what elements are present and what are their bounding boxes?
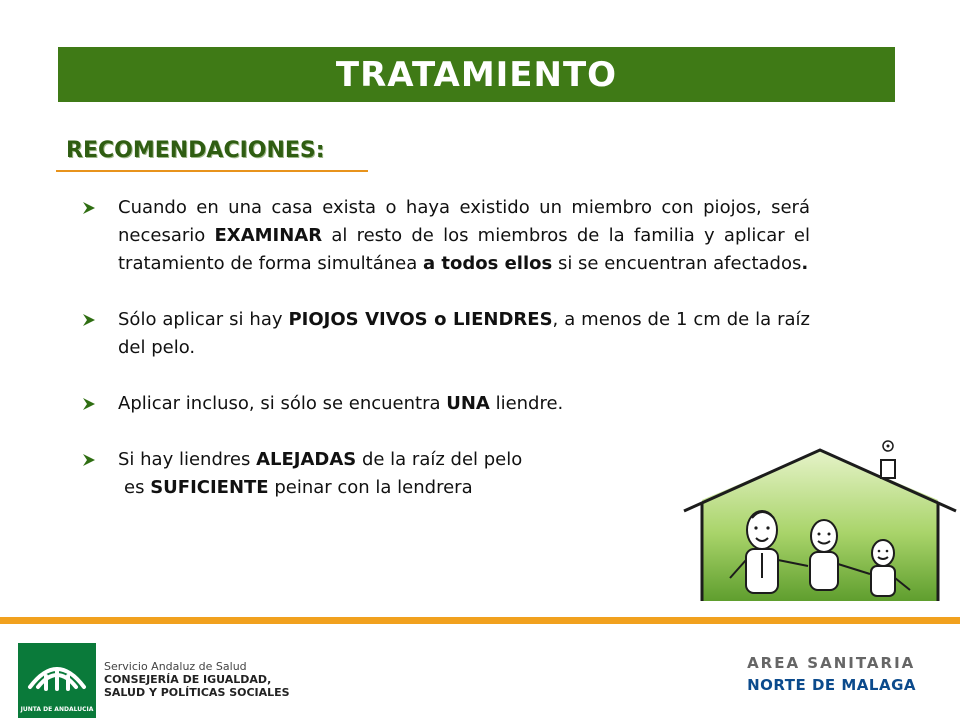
- area-line-1: AREA SANITARIA: [747, 654, 916, 672]
- bullet-text: de la raíz del pelo: [356, 449, 523, 470]
- arrowhead-bullet-icon: [82, 453, 96, 467]
- junta-andalucia-logo: [18, 643, 96, 718]
- bullet-text: , a menos de 1 cm de la raíz del pelo.: [118, 309, 811, 358]
- logo-caption: JUNTA DE ANDALUCIA: [20, 706, 94, 713]
- section-heading: RECOMENDACIONES:: [66, 138, 325, 163]
- heading-underline: [56, 170, 368, 172]
- bullet-emphasis: SUFICIENTE: [150, 477, 269, 498]
- org-line-1: Servicio Andaluz de Salud: [104, 660, 247, 673]
- bullet-emphasis: ALEJADAS: [256, 449, 357, 470]
- bullet-emphasis: UNA: [446, 393, 490, 414]
- bullet-emphasis: PIOJOS VIVOS o LIENDRES: [288, 309, 553, 330]
- bullet-emphasis: EXAMINAR: [214, 225, 323, 246]
- org-line-3: SALUD Y POLÍTICAS SOCIALES: [104, 686, 290, 699]
- bullet-text: al resto de los miembros de la familia y aplicar el tratamiento de forma simultánea: [118, 225, 810, 274]
- arrowhead-bullet-icon: [82, 397, 96, 411]
- bullet-text: Aplicar incluso, si sólo se encuentra: [118, 393, 447, 414]
- bullet-emphasis: .: [801, 253, 809, 274]
- area-sanitaria-label: [747, 652, 916, 696]
- area-line-2: NORTE DE MALAGA: [747, 676, 916, 694]
- bullet-examinar: [80, 194, 810, 278]
- bullet-text: peinar con la lendrera: [268, 477, 473, 498]
- bullet-alejadas: [80, 446, 638, 502]
- bullet-second-line: [118, 474, 638, 502]
- org-line-2: CONSEJERÍA DE IGUALDAD,: [104, 673, 272, 686]
- bullet-emphasis: a todos ellos: [422, 253, 553, 274]
- bullet-una-liendre: [80, 390, 810, 418]
- bullet-text: Sólo aplicar si hay: [118, 309, 289, 330]
- page-title: TRATAMIENTO: [335, 54, 618, 95]
- bullet-text: Si hay liendres: [118, 449, 257, 470]
- arrowhead-bullet-icon: [82, 313, 96, 327]
- bullet-piojos-vivos: [80, 306, 810, 362]
- bullet-text: Cuando en una casa exista o haya existido un miembro con piojos, será necesario: [118, 197, 810, 246]
- family-house-icon: [680, 438, 960, 603]
- footer-divider: [0, 617, 960, 624]
- organization-name: [104, 660, 290, 699]
- bullet-text: liendre.: [489, 393, 564, 414]
- bullet-text: si se encuentran afectados: [552, 253, 802, 274]
- arrowhead-bullet-icon: [82, 201, 96, 215]
- bullet-text: es: [124, 477, 151, 498]
- title-banner: [58, 47, 895, 102]
- junta-emblem-icon: [18, 643, 96, 703]
